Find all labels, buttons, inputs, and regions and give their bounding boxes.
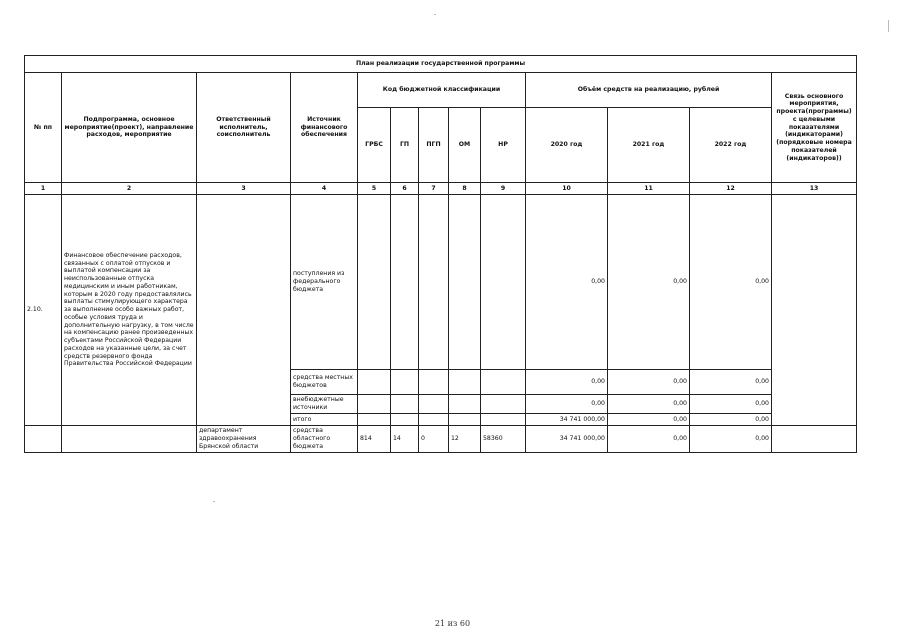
- dept-gp: 14: [391, 426, 419, 453]
- scan-speck: [434, 14, 436, 15]
- cell-empty: [772, 426, 857, 453]
- table-title: План реализации государственной программы: [25, 56, 857, 73]
- cell-empty: [481, 414, 526, 426]
- col-number: 4: [291, 183, 358, 195]
- header-subprogram: Подпрограмма, основное мероприятие(проект), направление расходов, мероприятие: [62, 73, 197, 183]
- cell-empty: [419, 370, 449, 395]
- value-2021: 0,00: [608, 195, 690, 370]
- col-number: 1: [25, 183, 62, 195]
- page-number: 21 из 60: [434, 619, 471, 628]
- cell-empty: [449, 195, 481, 370]
- col-number: 2: [62, 183, 197, 195]
- cell-empty: [449, 414, 481, 426]
- cell-empty: [391, 195, 419, 370]
- col-number: 5: [358, 183, 391, 195]
- value-2021: 0,00: [608, 414, 690, 426]
- dept-2022: 0,00: [690, 426, 772, 453]
- col-number: 10: [526, 183, 608, 195]
- dept-source: средства областного бюджета: [291, 426, 358, 453]
- header-volume: Объём средств на реализацию, рублей: [526, 73, 772, 108]
- source-federal: поступления из федерального бюджета: [291, 195, 358, 370]
- cell-empty: [391, 414, 419, 426]
- header-2020: 2020 год: [526, 108, 608, 183]
- dept-om: 12: [449, 426, 481, 453]
- cell-empty: [358, 414, 391, 426]
- col-number: 13: [772, 183, 857, 195]
- header-np: НР: [481, 108, 526, 183]
- value-2022: 0,00: [690, 195, 772, 370]
- dept-grbs: 814: [358, 426, 391, 453]
- cell-empty: [481, 395, 526, 414]
- cell-empty: [419, 195, 449, 370]
- header-2021: 2021 год: [608, 108, 690, 183]
- item-responsible-empty: [197, 195, 291, 426]
- dept-2021: 0,00: [608, 426, 690, 453]
- cell-empty: [391, 370, 419, 395]
- col-number: 3: [197, 183, 291, 195]
- col-number: 11: [608, 183, 690, 195]
- scan-speck: [213, 501, 215, 502]
- header-om: ОМ: [449, 108, 481, 183]
- scan-speck: [888, 20, 889, 32]
- header-source: Источник финансового обеспечения: [291, 73, 358, 183]
- dept-np: 58360: [481, 426, 526, 453]
- value-2020: 0,00: [526, 395, 608, 414]
- header-num: № пп: [25, 73, 62, 183]
- col-number: 8: [449, 183, 481, 195]
- cell-empty: [25, 426, 62, 453]
- source-extrabudgetary: внебюджетные источники: [291, 395, 358, 414]
- item-number: 2.10.: [25, 195, 62, 426]
- dept-pgp: 0: [419, 426, 449, 453]
- item-description: Финансовое обеспечение расходов, связанных с оплатой отпусков и выплатой компенсации за неиспользованные отпуска медицинским и иным работникам, которым в 2020 году предоставлялись выплаты стимулирующего характера за выполнение особо важных работ, особые условия труда и дополнительную нагрузку, в том числе на компенсацию ранее произведенных субъектами Российской Федерации расходов на указанные цели, за счет средств резервного фонда Правительства Российской Федерации: [62, 195, 197, 426]
- cell-empty: [358, 395, 391, 414]
- cell-empty: [419, 395, 449, 414]
- value-2021: 0,00: [608, 370, 690, 395]
- header-responsible: Ответственный исполнитель, соисполнитель: [197, 73, 291, 183]
- header-link: Связь основного мероприятия, проекта(программы) с целевыми показателями (индикаторами) (порядковые номера показателей (индикаторов)): [772, 73, 857, 183]
- header-budget-code: Код бюджетной классификации: [358, 73, 526, 108]
- col-number: 12: [690, 183, 772, 195]
- link-empty: [772, 195, 857, 426]
- source-local: средства местных бюджетов: [291, 370, 358, 395]
- header-2022: 2022 год: [690, 108, 772, 183]
- value-2022: 0,00: [690, 414, 772, 426]
- cell-empty: [391, 395, 419, 414]
- col-number: 9: [481, 183, 526, 195]
- value-2022: 0,00: [690, 370, 772, 395]
- cell-empty: [419, 414, 449, 426]
- cell-empty: [62, 426, 197, 453]
- value-2021: 0,00: [608, 395, 690, 414]
- header-grbs: ГРБС: [358, 108, 391, 183]
- source-total: итого: [291, 414, 358, 426]
- header-gp: ГП: [391, 108, 419, 183]
- cell-empty: [481, 370, 526, 395]
- col-number: 6: [391, 183, 419, 195]
- cell-empty: [449, 370, 481, 395]
- table-row: [25, 195, 857, 370]
- col-number: 7: [419, 183, 449, 195]
- dept-2020: 34 741 000,00: [526, 426, 608, 453]
- cell-empty: [481, 195, 526, 370]
- cell-empty: [449, 395, 481, 414]
- value-2022: 0,00: [690, 395, 772, 414]
- cell-empty: [358, 370, 391, 395]
- value-2020: 0,00: [526, 195, 608, 370]
- header-pgp: ПГП: [419, 108, 449, 183]
- cell-empty: [358, 195, 391, 370]
- program-plan-table: [24, 55, 857, 453]
- column-numbers-row: [25, 183, 857, 195]
- value-2020: 34 741 000,00: [526, 414, 608, 426]
- value-2020: 0,00: [526, 370, 608, 395]
- table-row: [25, 426, 857, 453]
- dept-responsible: департамент здравоохранения Брянской области: [197, 426, 291, 453]
